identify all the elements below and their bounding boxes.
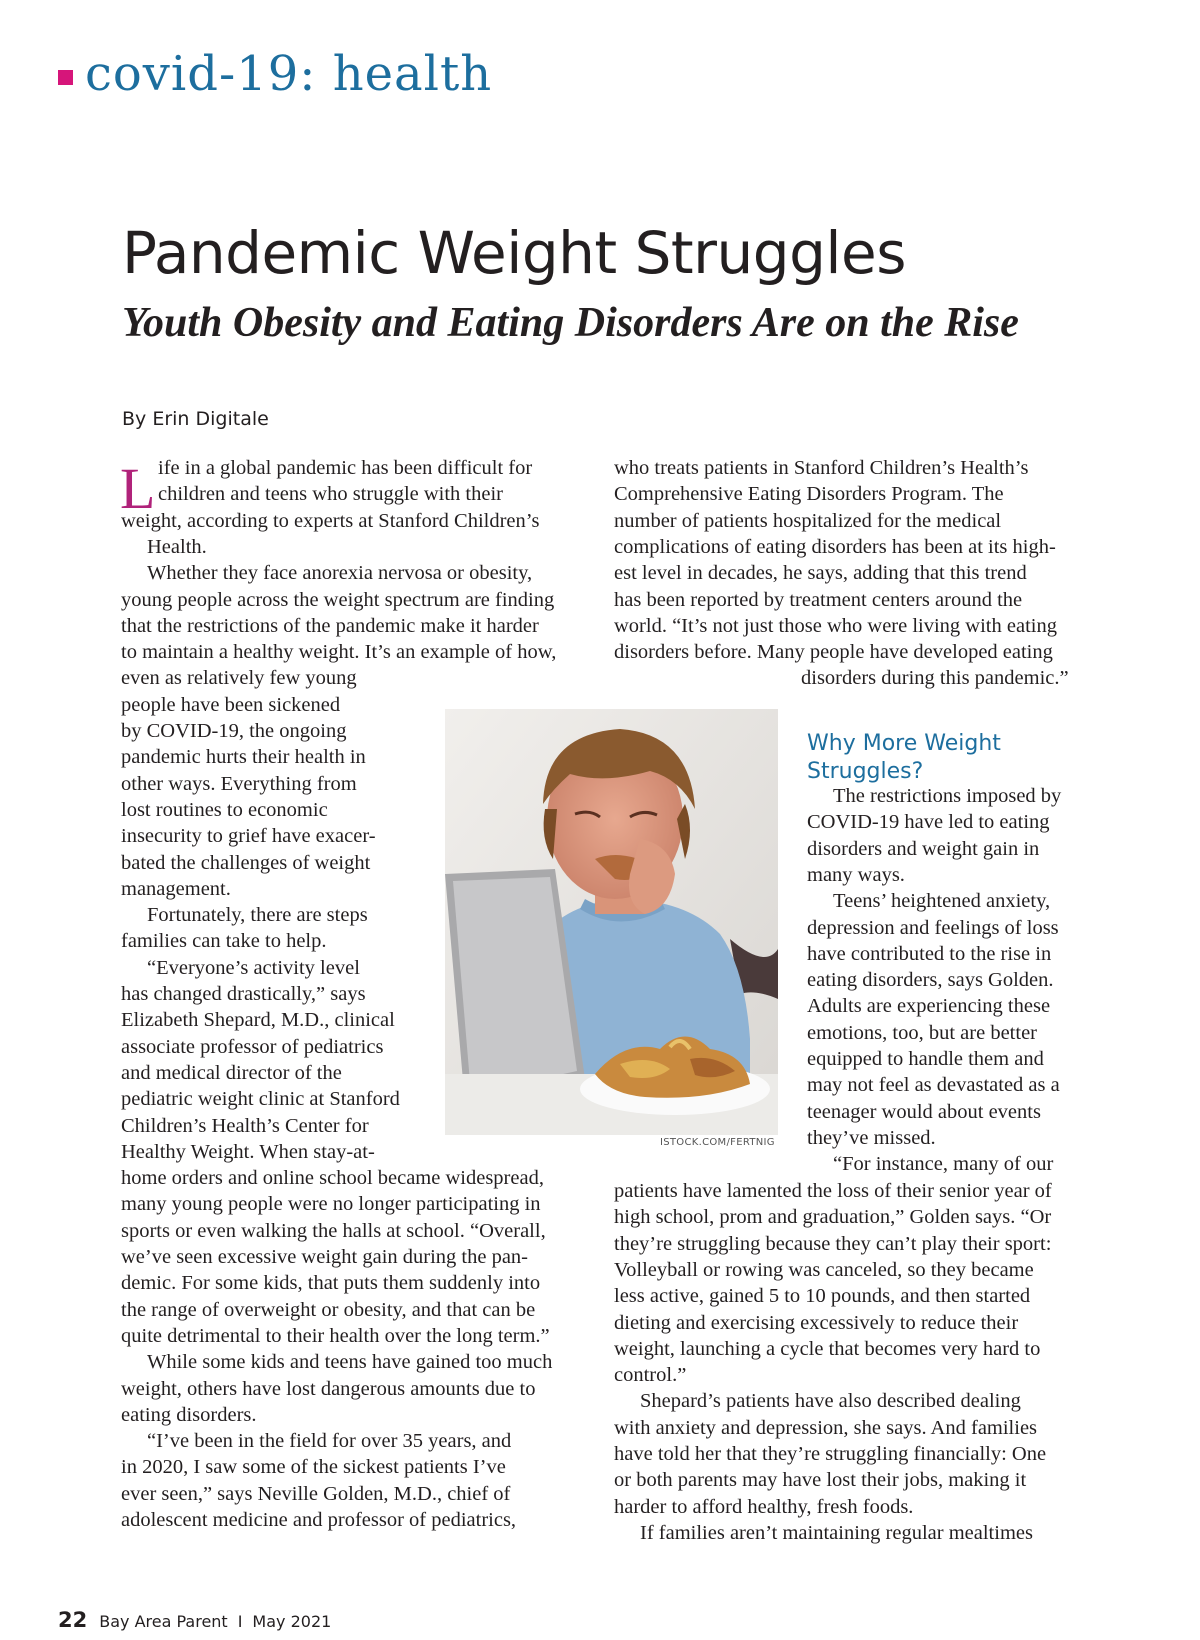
text-line: management. (121, 877, 231, 900)
text-line: weight, according to experts at Stanford Children’s (121, 509, 540, 532)
text-line: weight, launching a cycle that becomes very hard to (614, 1337, 1041, 1360)
byline: By Erin Digitale (122, 408, 269, 430)
text-line: many young people were no longer participating in (121, 1193, 541, 1216)
text-line: control.” (614, 1364, 687, 1387)
text-line: equipped to handle them and (807, 1048, 1044, 1070)
text-line: disorders during this pandemic.” (801, 667, 1069, 690)
text-line: complications of eating disorders has been at its high- (614, 535, 1056, 558)
text-line: eating disorders. (121, 1403, 257, 1426)
subhead-line: Why More Weight (807, 731, 1001, 756)
text-line: ife in a global pandemic has been difficult for (158, 457, 533, 479)
footer-separator: I (237, 1612, 243, 1631)
text-line: less active, gained 5 to 10 pounds, and then started (614, 1285, 1031, 1308)
text-line: Comprehensive Eating Disorders Program. The (614, 483, 1004, 506)
text-line: may not feel as devastated as a (807, 1074, 1060, 1097)
text-line: to maintain a healthy weight. It’s an example of how, (121, 641, 557, 664)
publication-name: Bay Area Parent (99, 1612, 228, 1631)
text-line: they’ve missed. (807, 1126, 936, 1149)
text-line: other ways. Everything from (121, 772, 357, 795)
text-line: depression and feelings of loss (807, 916, 1059, 939)
text-line: weight, others have lost dangerous amounts due to (121, 1377, 536, 1400)
text-line: quite detrimental to their health over the long term.” (121, 1324, 550, 1347)
text-line: bated the challenges of weight (121, 851, 371, 874)
text-line: who treats patients in Stanford Children’s Health’s (614, 457, 1029, 479)
text-line: emotions, too, but are better (807, 1021, 1037, 1044)
text-line: many ways. (807, 863, 905, 886)
subhead-line: Struggles? (807, 759, 924, 784)
text-line: high school, prom and graduation,” Golden says. “Or (614, 1206, 1052, 1229)
section-marker (58, 70, 73, 85)
text-line: children and teens who struggle with their (158, 483, 503, 506)
section-label: covid-19: health (85, 46, 493, 102)
text-line: has been reported by treatment centers around the (614, 588, 1023, 611)
text-line: Elizabeth Shepard, M.D., clinical (121, 1009, 395, 1032)
text-line: Shepard’s patients have also described dealing (640, 1390, 1021, 1413)
text-line: Health. (147, 535, 207, 558)
article-subtitle: Youth Obesity and Eating Disorders Are on the Rise (122, 300, 1019, 346)
article-title: Pandemic Weight Struggles (122, 219, 906, 287)
text-line: they’re struggling because they can’t play their sport: (614, 1232, 1052, 1255)
text-line: have told her that they’re struggling financially: One (614, 1443, 1047, 1465)
text-line: with anxiety and depression, she says. And families (614, 1416, 1038, 1439)
text-line: has changed drastically,” says (121, 983, 366, 1005)
text-line: disorders before. Many people have developed eating (614, 641, 1053, 664)
text-line: Healthy Weight. When stay-at- (121, 1140, 375, 1163)
page-number: 22 (58, 1608, 88, 1632)
text-line: Adults are experiencing these (807, 995, 1051, 1018)
text-line: Volleyball or rowing was canceled, so they became (614, 1258, 1034, 1281)
text-line: Whether they face anorexia nervosa or obesity, (147, 562, 533, 585)
text-line: pediatric weight clinic at Stanford (121, 1088, 400, 1111)
text-line: Teens’ heightened anxiety, (833, 890, 1051, 913)
text-line: have contributed to the rise in (807, 942, 1052, 965)
text-line: COVID-19 have led to eating (807, 811, 1050, 834)
text-line: and medical director of the (121, 1061, 342, 1084)
boy-eating-at-laptop-illustration (445, 709, 778, 1135)
text-line: by COVID-19, the ongoing (121, 720, 347, 742)
text-line: dieting and exercising excessively to reduce their (614, 1311, 1019, 1334)
text-line: people have been sickened (121, 693, 341, 716)
text-line: ever seen,” says Neville Golden, M.D., chief of (121, 1482, 511, 1505)
text-line: Children’s Health’s Center for (121, 1114, 369, 1137)
article-photo (445, 709, 778, 1135)
page-footer (58, 1608, 331, 1632)
text-line: “For instance, many of our (833, 1153, 1054, 1176)
issue-date: May 2021 (252, 1612, 332, 1631)
text-line: in 2020, I saw some of the sickest patients I’ve (121, 1456, 506, 1479)
text-line: the range of overweight or obesity, and that can be (121, 1298, 536, 1321)
text-line: harder to afford healthy, fresh foods. (614, 1495, 914, 1518)
text-line: we’ve seen excessive weight gain during the pan- (121, 1246, 529, 1268)
text-line: sports or even walking the halls at school. “Overall, (121, 1219, 546, 1242)
text-line: patients have lamented the loss of their senior year of (614, 1180, 1052, 1202)
text-line: est level in decades, he says, adding that this trend (614, 562, 1027, 585)
subhead-why-more-weight-struggles (807, 730, 1001, 786)
text-line: teenager would about events (807, 1100, 1041, 1123)
text-line: demic. For some kids, that puts them suddenly into (121, 1272, 541, 1295)
text-line: The restrictions imposed by (833, 785, 1062, 807)
drop-cap: L (120, 456, 156, 521)
text-line: “I’ve been in the field for over 35 years, and (147, 1430, 512, 1453)
text-line: home orders and online school became widespread, (121, 1167, 544, 1190)
text-line: young people across the weight spectrum are finding (121, 588, 555, 611)
section-header (58, 46, 493, 102)
text-line: eating disorders, says Golden. (807, 969, 1054, 992)
text-line: or both parents may have lost their jobs, making it (614, 1469, 1027, 1492)
text-line: even as relatively few young (121, 667, 357, 690)
text-line: that the restrictions of the pandemic make it harder (121, 614, 539, 637)
text-line: While some kids and teens have gained too much (147, 1351, 553, 1374)
text-line: families can take to help. (121, 930, 327, 953)
text-line: disorders and weight gain in (807, 837, 1040, 860)
text-line: adolescent medicine and professor of pediatrics, (121, 1509, 517, 1531)
text-line: If families aren’t maintaining regular mealtimes (640, 1521, 1033, 1544)
text-line: lost routines to economic (121, 798, 328, 821)
text-line: associate professor of pediatrics (121, 1035, 384, 1058)
text-line: insecurity to grief have exacer- (121, 825, 376, 848)
text-line: number of patients hospitalized for the medical (614, 509, 1002, 532)
text-line: Fortunately, there are steps (147, 904, 368, 927)
photo-credit: ISTOCK.COM/FERTNIG (660, 1137, 775, 1148)
text-line: “Everyone’s activity level (147, 956, 360, 979)
text-line: world. “It’s not just those who were living with eating (614, 614, 1057, 637)
text-line: pandemic hurts their health in (121, 746, 366, 769)
